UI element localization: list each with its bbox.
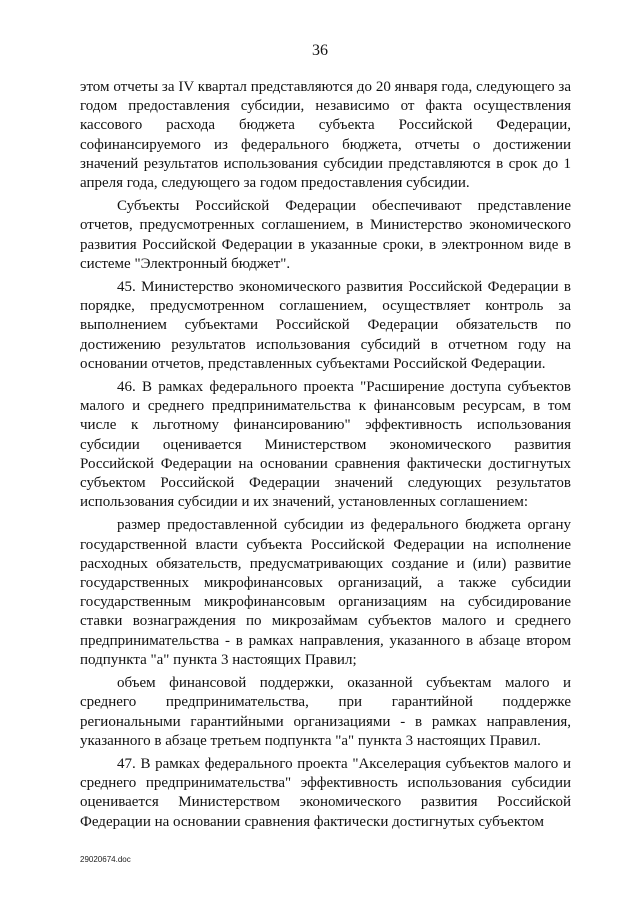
paragraph-reporting-submission: Субъекты Российской Федерации обеспечивают представление отчетов, предусмотренных соглашением, в Министерство экономического развития Российской Федерации в указанные сроки, в электронном виде в системе "Электронный бюджет". bbox=[80, 198, 571, 272]
paragraph-46-result-1: размер предоставленной субсидии из федерального бюджета органу государственной власти субъекта Российской Федерации на исполнение расходных обязательств, предусматривающих создание и (или) развитие государственных микрофинансовых организаций, а также субсидии государственным микрофинансовым организациям на субсидирование ставки вознаграждения по микрозаймам субъектов малого и среднего предпринимательства - в рамках направления, указанного в абзаце втором подпункта "а" пункта 3 настоящих Правил; bbox=[80, 517, 571, 668]
paragraph-continuation: этом отчеты за IV квартал представляются до 20 января года, следующего за годом предоставления субсидии, независимо от факта осуществления кассового расхода бюджета субъекта Российской Федерации, софинансируемого из федерального бюджета, отчеты о достижении значений результатов использования субсидии представляются в срок до 1 апреля года, следующего за годом предоставления субсидии. bbox=[80, 79, 571, 192]
paragraph-46: 46. В рамках федерального проекта "Расширение доступа субъектов малого и среднего предпринимательства к финансовым ресурсам, в том числе к льготному финансированию" эффективность использования субсидии оценивается Министерством экономического развития Российской Федерации на основании сравнения фактически достигнутых субъектом Российской Федерации значений следующих результатов использования субсидии и их значений, установленных соглашением: bbox=[80, 379, 571, 511]
page-number: 36 bbox=[312, 42, 328, 59]
document-body bbox=[80, 78, 571, 836]
paragraph-46-result-2: объем финансовой поддержки, оказанной субъектам малого и среднего предпринимательства, при гарантийной поддержке региональными гарантийными организациями - в рамках направления, указанного в абзаце третьем подпункта "а" пункта 3 настоящих Правил. bbox=[80, 675, 571, 749]
paragraph-47: 47. В рамках федерального проекта "Акселерация субъектов малого и среднего предпринимательства" эффективность использования субсидии оценивается Министерством экономического развития Российской Федерации на основании сравнения фактически достигнутых субъектом bbox=[80, 755, 571, 830]
footer-document-code: 29020674.doc bbox=[80, 855, 131, 864]
paragraph-45: 45. Министерство экономического развития Российской Федерации в порядке, предусмотренном соглашением, осуществляет контроль за выполнением субъектами Российской Федерации обязательств по достижению результатов использования субсидий в отчетном году на основании отчетов, представленных субъектами Российской Федерации. bbox=[80, 279, 571, 372]
